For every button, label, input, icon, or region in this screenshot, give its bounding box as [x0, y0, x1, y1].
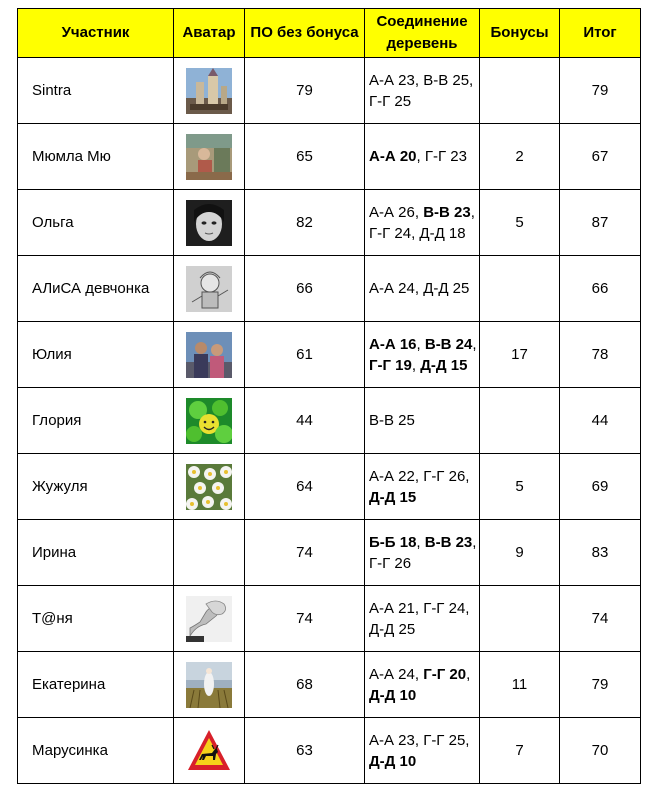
- header-score-no-bonus: ПО без бонуса: [245, 9, 365, 58]
- total-value: 87: [560, 190, 641, 256]
- village-connection: [365, 586, 480, 652]
- score-no-bonus: 66: [245, 256, 365, 322]
- header-bonuses: Бонусы: [480, 9, 560, 58]
- avatar-cell: [174, 256, 245, 322]
- total-value: 70: [560, 718, 641, 784]
- bonus-value: [480, 586, 560, 652]
- total-value: 83: [560, 520, 641, 586]
- connection-segment: ,: [472, 335, 477, 353]
- village-connection: [365, 190, 480, 256]
- participant-name: Ирина: [18, 520, 174, 586]
- total-value: 78: [560, 322, 641, 388]
- connection-bold-segment: А-А 20: [369, 148, 417, 165]
- connection-segment: В-В 25: [369, 412, 415, 429]
- connection-bold-segment: Г-Г 20: [423, 665, 467, 683]
- village-connection: [365, 652, 480, 718]
- score-no-bonus: 65: [245, 124, 365, 190]
- results-table: [17, 8, 641, 784]
- connection-segment: , Г-Г 24, Д-Д 18: [369, 203, 475, 242]
- score-no-bonus: 44: [245, 388, 365, 454]
- participant-name: Жужуля: [18, 454, 174, 520]
- table-row: [18, 322, 641, 388]
- avatar-cell: [174, 58, 245, 124]
- score-no-bonus: 74: [245, 520, 365, 586]
- total-value: 74: [560, 586, 641, 652]
- avatar-cell: [174, 454, 245, 520]
- couple-photo-avatar: [186, 332, 232, 378]
- score-no-bonus: 74: [245, 586, 365, 652]
- score-no-bonus: 79: [245, 58, 365, 124]
- header-participant: Участник: [18, 9, 174, 58]
- score-no-bonus: 64: [245, 454, 365, 520]
- participant-name: Т@ня: [18, 586, 174, 652]
- connection-bold-segment: Д-Д 15: [369, 488, 417, 506]
- participant-name: Глория: [18, 388, 174, 454]
- total-value: 79: [560, 652, 641, 718]
- connection-bold-segment: В-В 23: [424, 533, 473, 551]
- village-connection: [365, 718, 480, 784]
- daisies-avatar: [186, 464, 232, 510]
- village-connection: [365, 454, 480, 520]
- participant-name: Ольга: [18, 190, 174, 256]
- connection-bold-segment: Д-Д 10: [369, 686, 417, 704]
- bonus-value: [480, 58, 560, 124]
- connection-segment: ,: [466, 665, 471, 683]
- connection-segment: А-А 23, В-В 25, Г-Г 25: [369, 71, 474, 110]
- connection-bold-segment: Б-Б 18: [369, 533, 417, 551]
- avatar-cell: [174, 586, 245, 652]
- village-connection: [365, 58, 480, 124]
- total-value: 44: [560, 388, 641, 454]
- header-total: Итог: [560, 9, 641, 58]
- score-no-bonus: 63: [245, 718, 365, 784]
- connection-segment: А-А 26,: [369, 203, 424, 221]
- avatar-cell: [174, 520, 245, 586]
- participant-name: Екатерина: [18, 652, 174, 718]
- table-row: [18, 58, 641, 124]
- village-connection: [365, 388, 480, 454]
- village-connection: [365, 322, 480, 388]
- header-village-connection: Соединение деревень: [365, 9, 480, 58]
- painting-avatar: [186, 134, 232, 180]
- avatar-cell: [174, 124, 245, 190]
- participant-name: Юлия: [18, 322, 174, 388]
- connection-segment: А-А 24, Д-Д 25: [369, 280, 470, 297]
- table-row: [18, 652, 641, 718]
- participant-name: Марусинка: [18, 718, 174, 784]
- total-value: 66: [560, 256, 641, 322]
- table-row: [18, 388, 641, 454]
- participant-name: Мюмла Мю: [18, 124, 174, 190]
- bonus-value: 7: [480, 718, 560, 784]
- participant-name: АЛиСА девчонка: [18, 256, 174, 322]
- table-row: [18, 454, 641, 520]
- smiley-balls-avatar: [186, 398, 232, 444]
- connection-segment: А-А 24,: [369, 665, 424, 683]
- connection-bold-segment: Д-Д 15: [420, 356, 468, 374]
- village-connection: [365, 256, 480, 322]
- table-row: [18, 190, 641, 256]
- avatar-cell: [174, 388, 245, 454]
- bonus-value: 5: [480, 454, 560, 520]
- header-avatar: Аватар: [174, 9, 245, 58]
- connection-segment: , Г-Г 26: [369, 533, 477, 572]
- table-row: [18, 586, 641, 652]
- avatar-cell: [174, 322, 245, 388]
- participant-name: Sintra: [18, 58, 174, 124]
- total-value: 67: [560, 124, 641, 190]
- bonus-value: 5: [480, 190, 560, 256]
- table-row: [18, 718, 641, 784]
- avatar-cell: [174, 190, 245, 256]
- connection-segment: ,: [416, 533, 425, 551]
- connection-segment: ,: [411, 356, 421, 374]
- score-no-bonus: 68: [245, 652, 365, 718]
- score-no-bonus: 61: [245, 322, 365, 388]
- field-figure-avatar: [186, 662, 232, 708]
- castle-avatar: [186, 68, 232, 114]
- connection-segment: ,: [416, 335, 425, 353]
- score-no-bonus: 82: [245, 190, 365, 256]
- bonus-value: 2: [480, 124, 560, 190]
- connection-bold-segment: А-А 16: [369, 335, 417, 353]
- table-row: [18, 520, 641, 586]
- connection-segment: , Г-Г 23: [416, 148, 467, 165]
- avatar-cell: [174, 652, 245, 718]
- village-connection: [365, 124, 480, 190]
- bonus-value: [480, 388, 560, 454]
- connection-segment: А-А 21, Г-Г 24, Д-Д 25: [369, 599, 470, 638]
- bonus-value: 11: [480, 652, 560, 718]
- avatar-cell: [174, 718, 245, 784]
- total-value: 79: [560, 58, 641, 124]
- bonus-value: 9: [480, 520, 560, 586]
- moose-warning-sign-avatar: [186, 728, 232, 774]
- table-row: [18, 256, 641, 322]
- bonus-value: 17: [480, 322, 560, 388]
- connection-bold-segment: В-В 23: [423, 203, 471, 221]
- connection-bold-segment: В-В 24: [424, 335, 473, 353]
- connection-bold-segment: Д-Д 10: [369, 752, 417, 770]
- table-row: [18, 124, 641, 190]
- total-value: 69: [560, 454, 641, 520]
- connection-bold-segment: Г-Г 19: [369, 356, 412, 374]
- bonus-value: [480, 256, 560, 322]
- header-row: [18, 9, 641, 58]
- girl-portrait-avatar: [186, 200, 232, 246]
- hands-avatar: [186, 596, 232, 642]
- sketch-avatar: [186, 266, 232, 312]
- connection-segment: А-А 22, Г-Г 26,: [369, 467, 470, 485]
- connection-segment: А-А 23, Г-Г 25,: [369, 731, 470, 749]
- village-connection: [365, 520, 480, 586]
